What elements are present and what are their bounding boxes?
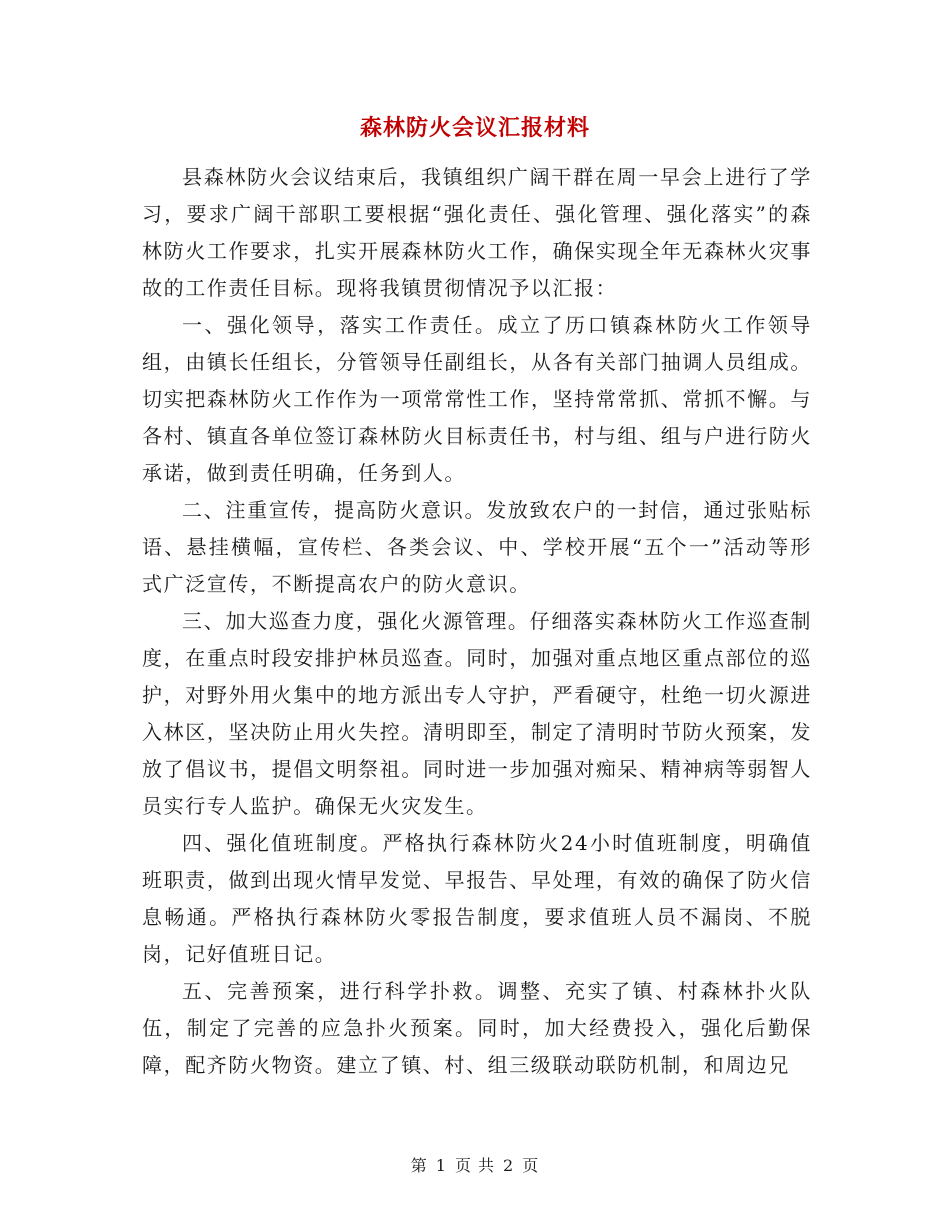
paragraph-section-4: 四、强化值班制度。严格执行森林防火24小时值班制度，明确值班职责，做到出现火情早发觉、早报告、早处理，有效的确保了防火信息畅通。严格执行森林防火零报告制度，要求值班人员不漏岗、不脱岗，记好值班日记。 [142, 831, 812, 966]
total-pages-number: 2 [503, 1156, 515, 1175]
paragraph-section-5: 五、完善预案，进行科学扑救。调整、充实了镇、村森林扑火队伍，制定了完善的应急扑火预案。同时，加大经费投入，强化后勤保障，配齐防火物资。建立了镇、村、组三级联动联防机制，和周边兄 [142, 979, 812, 1077]
document-title: 森林防火会议汇报材料 [359, 115, 590, 141]
page-label-suffix: 页 [522, 1156, 540, 1175]
paragraph-section-2: 二、注重宣传，提高防火意识。发放致农户的一封信，通过张贴标语、悬挂横幅，宣传栏、各类会议、中、学校开展“五个一”活动等形式广泛宣传，不断提高农户的防火意识。 [142, 498, 812, 596]
paragraph-intro: 县森林防火会议结束后，我镇组织广阔干群在周一早会上进行了学习，要求广阔干部职工要根据“强化责任、强化管理、强化落实”的森林防火工作要求，扎实开展森林防火工作，确保实现全年无森林火灾事故的工作责任目标。现将我镇贯彻情况予以汇报： [142, 165, 812, 300]
page-label-mid: 页 共 [454, 1156, 496, 1175]
page-footer [0, 1154, 950, 1178]
paragraph-section-1: 一、强化领导，落实工作责任。成立了历口镇森林防火工作领导组，由镇长任组长，分管领导任副组长，从各有关部门抽调人员组成。切实把森林防火工作作为一项常常性工作，坚持常常抓、常抓不懈。与各村、镇直各单位签订森林防火目标责任书，村与组、组与户进行防火承诺，做到责任明确，任务到人。 [142, 313, 812, 485]
paragraph-section-3: 三、加大巡查力度，强化火源管理。仔细落实森林防火工作巡查制度，在重点时段安排护林员巡查。同时，加强对重点地区重点部位的巡护，对野外用火集中的地方派出专人守护，严看硬守，杜绝一切火源进入林区，坚决防止用火失控。清明即至，制定了清明时节防火预案，发放了倡议书，提倡文明祭祖。同时进一步加强对痴呆、精神病等弱智人员实行专人监护。确保无火灾发生。 [142, 609, 812, 818]
document-body [142, 159, 812, 1084]
current-page-number: 1 [435, 1156, 447, 1175]
page-label-prefix: 第 [410, 1156, 428, 1175]
